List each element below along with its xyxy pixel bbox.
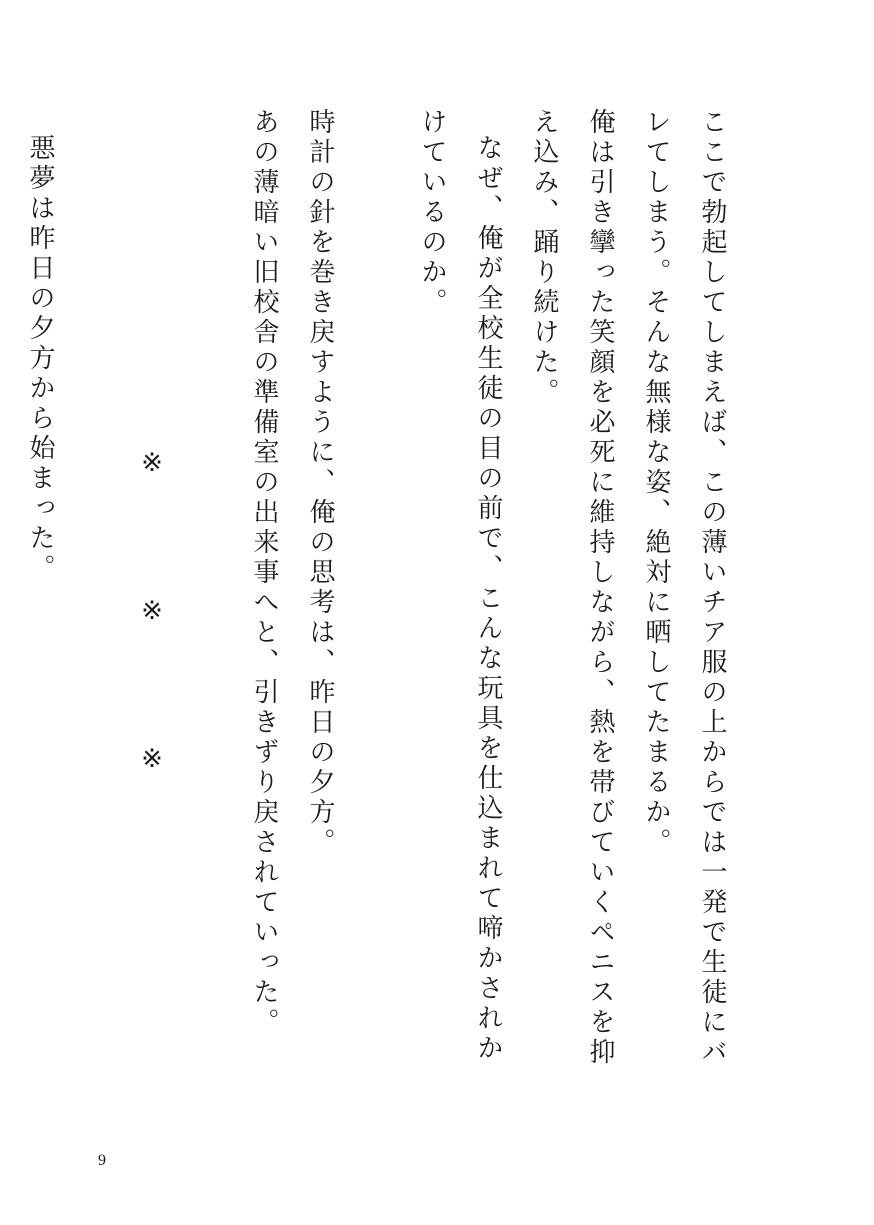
paragraph-1: ここで勃起してしまえば、この薄いチア服の上からでは一発で生徒にバレてしまう。そんな無様な姿、絶対に晒してたまるか。 bbox=[641, 108, 727, 1068]
blank-line bbox=[68, 108, 124, 1068]
vertical-text-body bbox=[25, 108, 740, 1068]
page-number: 9 bbox=[98, 1152, 106, 1169]
paragraph-6: 悪夢は昨日の夕方から始まった。 bbox=[25, 134, 55, 584]
paragraph-3: なぜ、俺が全校生徒の目の前で、こんな玩具を仕込まれて啼かされかけているのか。 bbox=[417, 108, 503, 1064]
paragraph-5: あの薄暗い旧校舎の準備室の出来事へと、引きずり戻されていった。 bbox=[249, 108, 279, 1038]
paragraph-2: 俺は引き攣った笑顔を必死に維持しながら、熱を帯びていくペニスを抑え込み、踊り続けた。 bbox=[529, 108, 615, 1068]
paragraph-4: 時計の針を巻き戻すように、俺の思考は、昨日の夕方。 bbox=[305, 108, 335, 858]
paragraph-7 bbox=[0, 108, 12, 1068]
blank-line bbox=[180, 108, 236, 1068]
section-separator: ※ ※ ※ bbox=[137, 448, 167, 820]
blank-line bbox=[348, 108, 404, 1068]
